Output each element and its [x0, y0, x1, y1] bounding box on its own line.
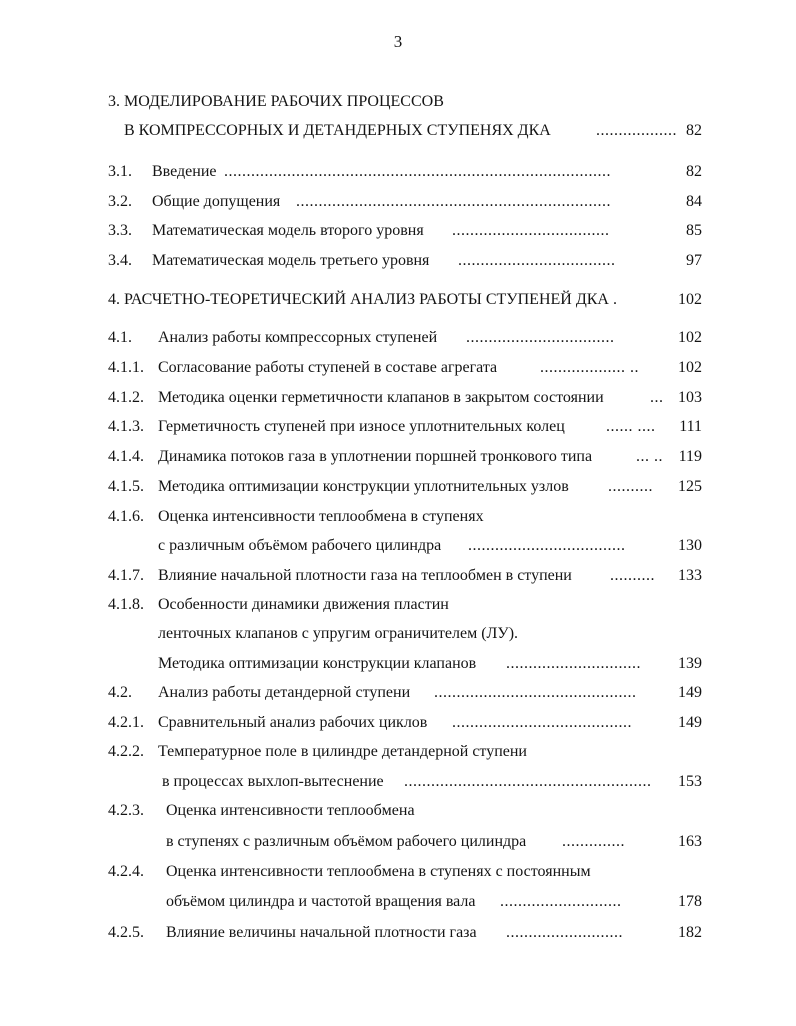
entry-title: Оценка интенсивности теплообмена [166, 802, 415, 819]
leader-dots: ... .. [636, 448, 663, 465]
leader-dots: ...... .... [606, 418, 656, 435]
chapter-heading [0, 288, 796, 312]
entry-title: Методика оценки герметичности клапанов в закрытом состоянии [158, 389, 604, 406]
toc-entry-continuation [0, 534, 796, 558]
leader-dots: ............................................. [434, 684, 637, 701]
toc-entry [0, 921, 796, 945]
leader-dots: .......... [608, 478, 653, 495]
page-ref: 153 [678, 773, 702, 790]
toc-entry-continuation [0, 890, 796, 914]
entry-title: Температурное поле в цилиндре детандерной ступени [158, 743, 527, 760]
leader-dots: .............................. [506, 655, 641, 672]
leader-dots: ........................................ [452, 714, 632, 731]
page-ref: 82 [686, 163, 702, 180]
entry-number: 4.2.4. [108, 863, 144, 880]
entry-title: Анализ работы компрессорных ступеней [158, 329, 438, 346]
toc-entry [0, 249, 796, 273]
page-number: 3 [393, 32, 403, 51]
entry-number: 4.2.5. [108, 924, 144, 941]
entry-title: Оценка интенсивности теплообмена в ступенях [158, 508, 484, 525]
toc-entry [0, 160, 796, 184]
toc-entry [0, 386, 796, 410]
toc-entry [0, 799, 796, 823]
entry-title: Влияние величины начальной плотности газа [166, 924, 477, 941]
leader-dots: ................................... [452, 222, 610, 239]
page-ref: 133 [678, 567, 702, 584]
toc-entry-continuation [0, 770, 796, 794]
page-ref: 97 [686, 252, 702, 269]
leader-dots: ....................................................... [404, 773, 652, 790]
page-ref: 149 [678, 714, 702, 731]
entry-title: Особенности динамики движения пластин [158, 596, 449, 613]
toc-entry [0, 860, 796, 884]
entry-title: Сравнительный анализ рабочих циклов [158, 714, 428, 731]
page-ref: 119 [678, 448, 702, 465]
toc-entry-continuation [0, 652, 796, 676]
page-ref: 182 [678, 924, 702, 941]
entry-number: 4.1.1. [108, 359, 144, 376]
entry-title: Общие допущения [152, 193, 281, 210]
entry-number: 4.2. [108, 684, 132, 701]
entry-number: 4.2.1. [108, 714, 144, 731]
page-ref: 102 [678, 359, 702, 376]
toc-entry [0, 219, 796, 243]
entry-number: 3.2. [108, 193, 132, 210]
page-ref: 103 [678, 389, 702, 406]
leader-dots: ................................... [458, 252, 616, 269]
entry-title: в ступенях с различным объёмом рабочего цилиндра [166, 833, 527, 850]
page-ref: 130 [678, 537, 702, 554]
page-ref: 82 [686, 122, 702, 139]
leader-dots: ................................... [468, 537, 626, 554]
toc-entry [0, 564, 796, 588]
leader-dots: .................. [596, 122, 677, 139]
leader-dots: ................... .. [540, 359, 639, 376]
page-ref: 84 [686, 193, 702, 210]
entry-number: 4.1.2. [108, 389, 144, 406]
entry-number: 4.2.2. [108, 743, 144, 760]
leader-dots: ........................... [500, 893, 622, 910]
page-ref: 102 [678, 329, 702, 346]
entry-title: Введение [152, 163, 217, 180]
leader-dots: ... [650, 389, 664, 406]
leader-dots: .......................... [506, 924, 623, 941]
entry-title: Влияние начальной плотности газа на теплообмен в ступени [158, 567, 572, 584]
entry-number: 3.3. [108, 222, 132, 239]
entry-number: 4.2.3. [108, 802, 144, 819]
toc-entry [0, 505, 796, 529]
entry-title: объёмом цилиндра и частотой вращения вала [166, 893, 476, 910]
entry-number: 4.1.3. [108, 418, 144, 435]
entry-title: Методика оптимизации конструкции уплотнительных узлов [158, 478, 569, 495]
entry-number: 4.1.6. [108, 508, 144, 525]
entry-number: 4.1.8. [108, 596, 144, 613]
page-ref: 125 [678, 478, 702, 495]
entry-title: Герметичность ступеней при износе уплотнительных колец [158, 418, 565, 435]
entry-title: в процессах выхлоп-вытеснение [162, 773, 384, 790]
entry-title: Математическая модель второго уровня [152, 222, 424, 239]
toc-entry [0, 475, 796, 499]
chapter-heading [0, 90, 796, 114]
toc-entry [0, 740, 796, 764]
toc-entry [0, 356, 796, 380]
page-ref: 111 [679, 418, 702, 435]
page-ref: 102 [678, 291, 702, 308]
entry-title: с различным объёмом рабочего цилиндра [158, 537, 442, 554]
entry-title: Методика оптимизации конструкции клапанов [158, 655, 477, 672]
entry-title: Математическая модель третьего уровня [152, 252, 430, 269]
page-ref: 178 [678, 893, 702, 910]
page-ref: 85 [686, 222, 702, 239]
toc-entry [0, 711, 796, 735]
page-ref: 149 [678, 684, 702, 701]
leader-dots: ...................................................................... [296, 193, 611, 210]
entry-number: 4.1.5. [108, 478, 144, 495]
leader-dots: .............. [562, 833, 625, 850]
toc-entry [0, 190, 796, 214]
chapter-heading-continuation [0, 119, 796, 143]
toc-entry [0, 681, 796, 705]
entry-number: 3.1. [108, 163, 132, 180]
leader-dots: ................................. [466, 329, 615, 346]
entry-title: Оценка интенсивности теплообмена в ступенях с постоянным [166, 863, 591, 880]
toc-entry [0, 326, 796, 350]
leader-dots: ...................................................................................... [224, 163, 611, 180]
entry-number: 4.1.4. [108, 448, 144, 465]
toc-entry [0, 445, 796, 469]
entry-number: 4.1.7. [108, 567, 144, 584]
entry-title: Согласование работы ступеней в составе агрегата [158, 359, 498, 376]
toc-entry [0, 593, 796, 617]
page-ref: 163 [678, 833, 702, 850]
leader-dots: .......... [610, 567, 655, 584]
toc-entry-continuation [0, 622, 796, 646]
chapter-title: В КОМПРЕССОРНЫХ И ДЕТАНДЕРНЫХ СТУПЕНЯХ ДКА [124, 122, 551, 139]
chapter-title: 3. МОДЕЛИРОВАНИЕ РАБОЧИХ ПРОЦЕССОВ [108, 93, 444, 110]
entry-number: 3.4. [108, 252, 132, 269]
entry-number: 4.1. [108, 329, 132, 346]
entry-title: ленточных клапанов с упругим ограничителем (ЛУ). [158, 625, 519, 642]
chapter-title: 4. РАСЧЕТНО-ТЕОРЕТИЧЕСКИЙ АНАЛИЗ РАБОТЫ СТУПЕНЕЙ ДКА . [108, 291, 617, 308]
entry-title: Анализ работы детандерной ступени [158, 684, 411, 701]
page-ref: 139 [678, 655, 702, 672]
entry-title: Динамика потоков газа в уплотнении поршней тронкового типа [158, 448, 593, 465]
toc-entry-continuation [0, 830, 796, 854]
toc-entry [0, 415, 796, 439]
